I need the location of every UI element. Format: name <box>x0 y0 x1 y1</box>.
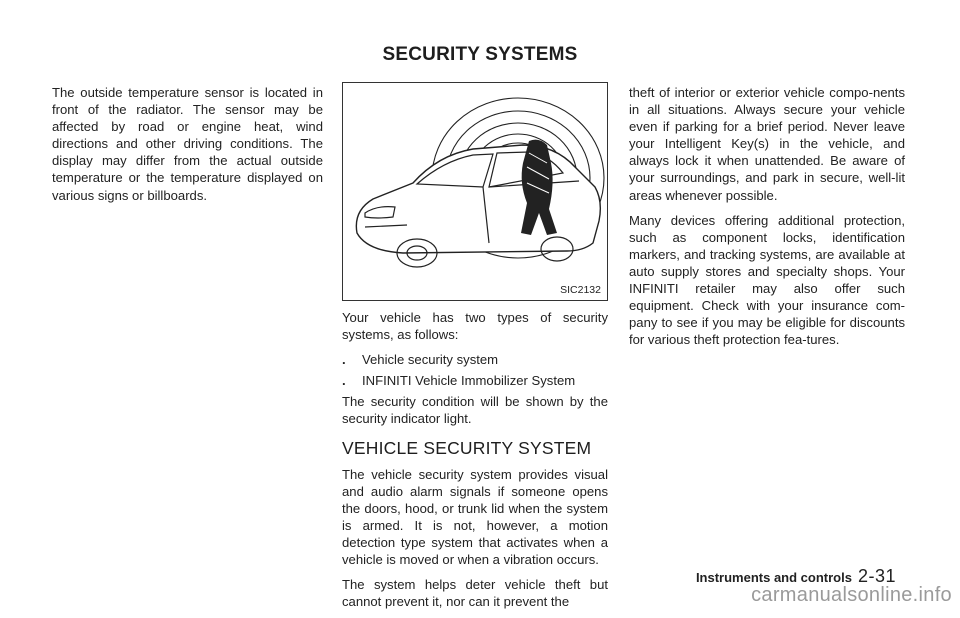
section-title: SECURITY SYSTEMS <box>382 44 578 65</box>
temperature-sensor-paragraph: The outside temperature sensor is located in front of the radiator. The sensor may be affected by road or engine heat, wind directions and other driving conditions. The display may differ from the actual outside temperature or the temperature displayed on various signs or billboards. <box>52 85 323 203</box>
figure-code: SIC2132 <box>560 284 601 296</box>
list-item <box>342 351 608 368</box>
watermark: carmanualsonline.info <box>751 584 952 606</box>
subsection-heading: VEHICLE SECURITY SYSTEM <box>342 437 592 458</box>
column-right <box>629 84 905 356</box>
security-types-intro: Your vehicle has two types of security systems, as follows: <box>342 310 608 343</box>
bullet-marker: . <box>342 373 346 389</box>
column-middle <box>342 309 608 618</box>
column-left <box>52 84 323 212</box>
additional-protection-paragraph: Many devices offering additional protection, such as component locks, identification markers, and tracking systems, are available at auto supply stores and specialty shops. Your INFINITI retailer may also offer such equipment. Check with your insurance com-pany to see if you may be eligible for discounts for various theft protection fea-tures. <box>629 212 905 348</box>
deterrence-paragraph: The system helps deter vehicle theft but cannot prevent it, nor can it prevent the <box>342 577 608 610</box>
chapter-name: Instruments and controls <box>695 570 852 585</box>
bullet-text: INFINITI Vehicle Immobilizer System <box>362 373 576 389</box>
bullet-text: Vehicle security system <box>362 352 499 368</box>
car-alarm-illustration <box>343 83 609 302</box>
list-item <box>342 372 608 389</box>
vehicle-security-paragraph: The vehicle security system provides visual and audio alarm signals if someone opens the doors, hood, or trunk lid when the system is armed. It is not, however, a motion detection type system that activates when a vehicle is moved or when a vibration occurs. <box>342 466 608 568</box>
indicator-note: The security condition will be shown by the security indicator light. <box>342 394 608 427</box>
theft-prevention-paragraph: theft of interior or exterior vehicle compo-nents in all situations. Always secure your vehicle even if parking for a brief period. Never leave your Intelligent Key(s) in the vehicle, and always lock it when unattended. Be aware of your surroundings, and park in secure, well-lit areas whenever possible. <box>629 85 905 203</box>
page-number: 2-31 <box>857 566 896 586</box>
security-illustration <box>342 82 608 301</box>
bullet-marker: . <box>342 352 346 368</box>
